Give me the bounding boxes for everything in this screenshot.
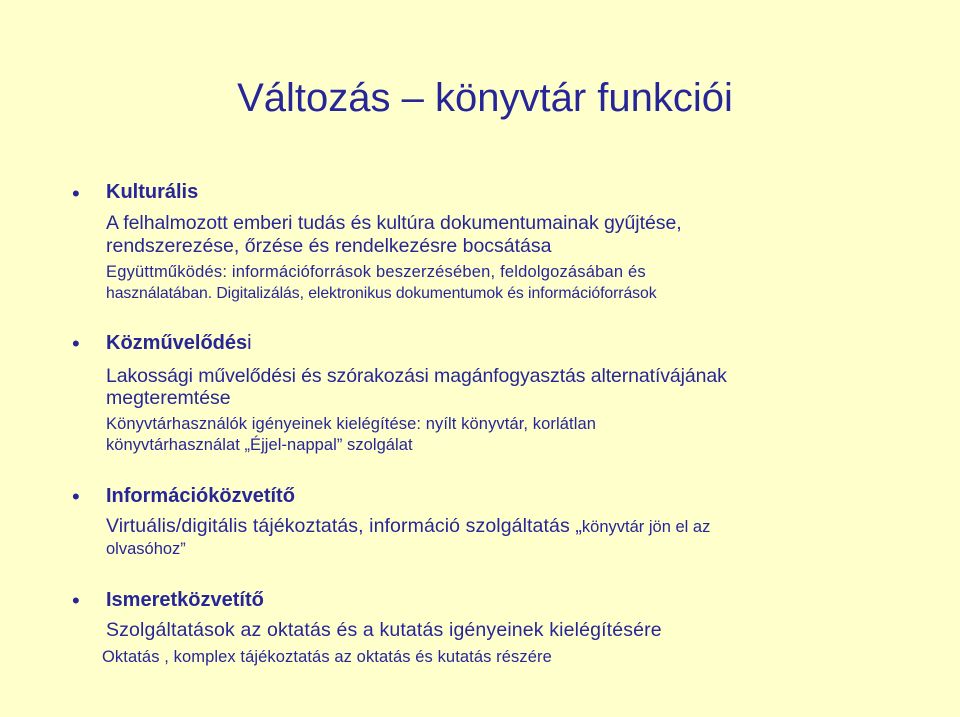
section-heading-text: Közművelődés xyxy=(106,332,248,354)
slide-title: Változás – könyvtár funkciói xyxy=(237,76,733,120)
section-text-segment: Virtuális/digitális tájékoztatás, információ szolgáltatás „ xyxy=(106,515,582,537)
section-text-line: használatában. Digitalizálás, elektronikus dokumentumok és információforrások xyxy=(106,285,657,302)
section-text-line: A felhalmozott emberi tudás és kultúra dokumentumainak gyűjtése, xyxy=(106,212,682,234)
section-text-line: olvasóhoz” xyxy=(106,540,186,558)
section-heading-kulturalis: Kulturális xyxy=(106,181,199,203)
section-text-line: Könyvtárhasználók igényeinek kielégítése: nyílt könyvtár, korlátlan xyxy=(106,415,597,433)
bullet-icon: • xyxy=(72,181,80,206)
section-heading-informaciokozvetito: Információközvetítő xyxy=(106,485,295,507)
section-heading-suffix: i xyxy=(247,332,252,354)
bullet-icon: • xyxy=(72,588,80,613)
section-text-line: rendszerezése, őrzése és rendelkezésre bocsátása xyxy=(106,235,552,257)
section-heading-ismeretkozvetito: Ismeretközvetítő xyxy=(106,589,264,611)
section-text-line: Szolgáltatások az oktatás és a kutatás igényeinek kielégítésére xyxy=(106,619,662,641)
section-text-line: megteremtése xyxy=(106,387,231,409)
section-text-line: Együttműködés: információforrások beszerzésében, feldolgozásában és xyxy=(106,263,646,281)
section-text-line: könyvtárhasználat „Éjjel-nappal” szolgálat xyxy=(106,436,413,454)
section-heading-kozmuvelodesi xyxy=(106,331,252,355)
bullet-icon: • xyxy=(72,484,80,509)
section-text-line xyxy=(106,514,710,538)
section-text-line: Oktatás , komplex tájékoztatás az oktatás és kutatás részére xyxy=(102,648,552,666)
bullet-icon: • xyxy=(72,331,80,356)
section-text-segment: könyvtár jön el az xyxy=(581,518,711,536)
section-text-line: Lakossági művelődési és szórakozási magánfogyasztás alternatívájának xyxy=(106,365,727,387)
